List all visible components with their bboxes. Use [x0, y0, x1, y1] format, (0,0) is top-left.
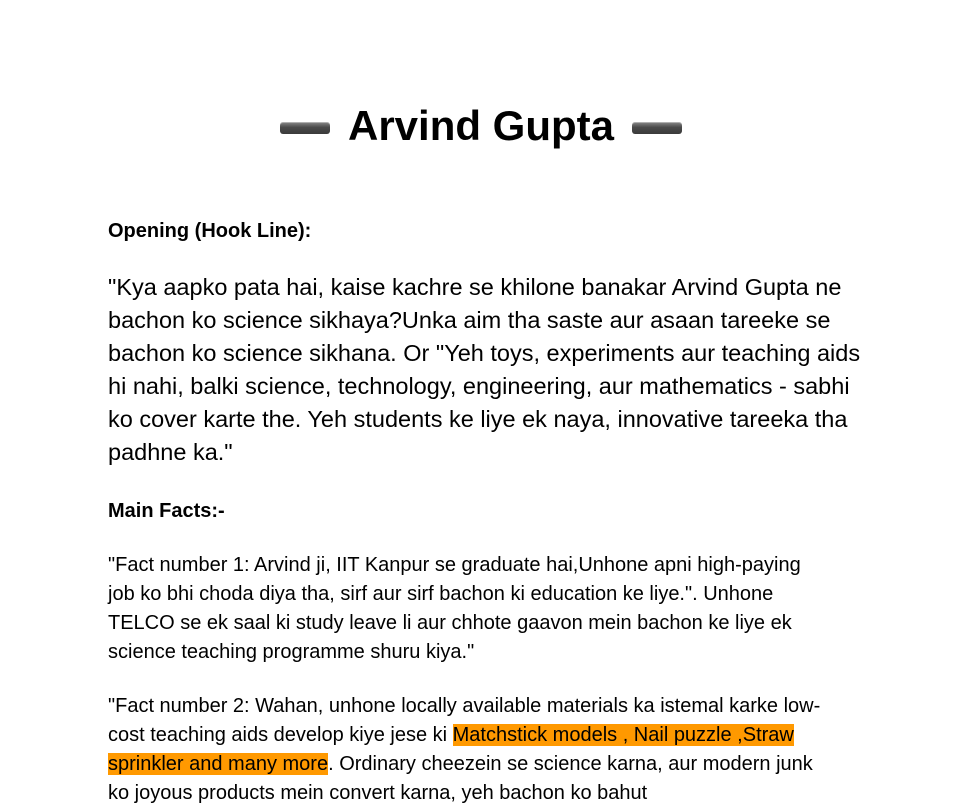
- fact-1-paragraph: "Fact number 1: Arvind ji, IIT Kanpur se graduate hai,Unhone apni high-paying job ko bhi choda diya tha, sirf aur sirf bachon ki education ke liye.". Unhone TELCO se ek saal ki study leave li aur chhote gaavon mein bachon ke liye ek science teaching programme shuru kiya.": [108, 554, 801, 663]
- fact-2-paragraph: [108, 692, 838, 808]
- title-row: [0, 96, 962, 156]
- highlighted-examples: Matchstick models , Nail puzzle ,Straw sprinkler and many more: [108, 724, 794, 775]
- fact-2-text-end: . Ordinary cheezein se science karna, aur modern junk ko joyous products mein convert karna, yeh bachon ko bahut: [108, 753, 813, 804]
- minus-bar-icon: [632, 122, 682, 134]
- opening-paragraph: "Kya aapko pata hai, kaise kachre se khilone banakar Arvind Gupta ne bachon ko science sikhaya?Unka aim tha saste aur asaan tareeke se bachon ko science sikhana. Or "Yeh toys, experiments aur teaching aids hi nahi, balki science, technology, engineering, aur mathematics - sabhi ko cover karte the. Yeh students ke liye ek naya, innovative tareeka tha padhne ka.": [108, 274, 861, 465]
- fact-2-text-start: "Fact number 2: Wahan, unhone locally available materials ka istemal karke low-cost teaching aids develop kiye jese ki: [108, 695, 821, 746]
- minus-bar-icon: [280, 122, 330, 134]
- opening-heading: Opening (Hook Line):: [108, 220, 312, 242]
- page-title: Arvind Gupta: [347, 102, 614, 149]
- main-facts-heading: Main Facts:-: [108, 500, 225, 522]
